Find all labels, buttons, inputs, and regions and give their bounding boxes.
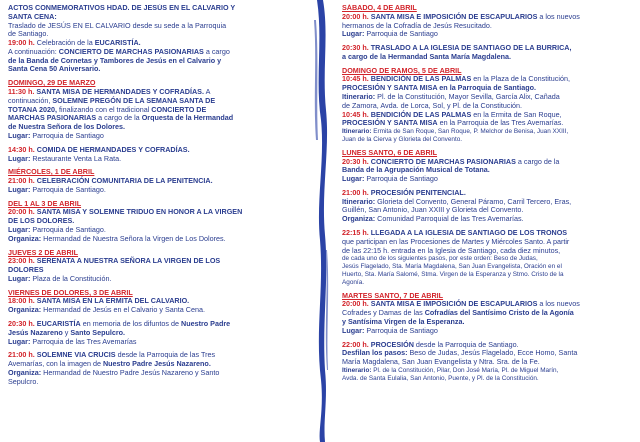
event-title: BENDICIÓN DE LAS PALMAS <box>368 109 472 119</box>
event-time: 23:00 h. <box>8 256 35 266</box>
location-label: Lugar: <box>342 174 365 184</box>
itinerary-line <box>342 128 634 136</box>
text-line: de la Banda de Cornetas y Tambores de Jesús en el Calvario y <box>8 55 222 65</box>
text-fragment: a los nuevos <box>537 299 580 309</box>
location-value: Parroquia de Santiago <box>30 130 104 140</box>
text-line: Banda de la Agrupación Musical de Totana. <box>342 165 490 175</box>
location-label: Lugar: <box>8 224 31 234</box>
text-line <box>342 119 634 128</box>
location-value: Parroquia de Santiago. <box>30 184 106 194</box>
event-title: CONCIERTO DE MARCHAS PASIONARIAS <box>368 156 516 166</box>
event-block-via-crucis <box>8 351 299 386</box>
text-line: Agonía. <box>342 278 365 286</box>
text-fragment: A continuación: <box>8 46 59 56</box>
event-block-comida <box>8 146 299 164</box>
itinerary-line <box>342 367 634 375</box>
itinerary-value: Pl. de la Constitución, Mayor Sevilla, García Alix, Cañada <box>375 92 560 102</box>
event-time: 21:00 h. <box>342 187 369 197</box>
event-time: 20:30 h. <box>8 319 35 328</box>
location-line <box>8 155 299 164</box>
event-time: 10:45 h. <box>342 109 369 119</box>
event-title: PROCESIÓN Y SANTA MISA <box>342 118 438 128</box>
itinerary-label: Itinerario: <box>342 366 372 374</box>
location-line <box>342 327 634 336</box>
text-line: María Magdalena, San Juan Evangelista y Ntra. Sra. de la Fe. <box>342 357 540 367</box>
text-line: DE LOS DOLORES. <box>8 216 75 226</box>
text-fragment: finalizando con el tradicional <box>57 104 152 114</box>
text-line: DOLORES <box>8 265 44 275</box>
text-line: PROCESIÓN Y SANTA MISA en la Parroquia de Santiago. <box>342 83 536 93</box>
itinerary-label: Itinerario: <box>342 196 376 206</box>
location-value: Parroquia de Santiago <box>364 325 438 335</box>
location-value: Plaza de la Constitución. <box>30 273 112 283</box>
text-fragment: A <box>203 87 211 97</box>
event-time: 18:00 h. <box>8 296 35 306</box>
location-value: Restaurante Venta La Rata. <box>30 153 122 163</box>
location-value: Parroquia de Santiago <box>364 29 438 39</box>
text-fragment: a cargo de la <box>96 113 142 123</box>
text-fragment: Avemarías, con la imagen de <box>8 359 103 369</box>
text-fragment: en la Plaza de la Constitución, <box>471 74 570 84</box>
event-block-domingo-29 <box>8 79 299 140</box>
event-title: SANTA MISA EN LA ERMITA DEL CALVARIO. <box>34 296 190 306</box>
text-fragment: y <box>62 327 71 337</box>
text-line: Santa Cena 50 Aniversario. <box>8 64 101 74</box>
event-title: CELEBRACIÓN COMUNITARIA DE LA PENITENCIA. <box>34 176 213 186</box>
event-block-jueves-2 <box>8 249 299 284</box>
location-label: Lugar: <box>8 184 31 194</box>
text-fragment: desde la Parroquia de las Tres <box>115 350 216 360</box>
event-time: 19:00 h. <box>8 38 35 48</box>
event-title: CONCIERTO DE MARCHAS PASIONARIAS <box>58 46 204 56</box>
event-time: 20:30 h. <box>342 156 369 166</box>
event-title: Santo Sepulcro. <box>70 327 126 337</box>
organizer-line <box>8 306 299 315</box>
event-block-sabado-4 <box>342 4 634 39</box>
text-line: y Santísima Virgen de la Esperanza. <box>342 316 465 326</box>
event-title: Cofradías del Santísimo Cristo de la Agonía <box>424 308 574 318</box>
pasos-label: Desfilan los pasos: <box>342 348 408 358</box>
event-title: TOTANA 2020, <box>8 104 57 114</box>
event-title: CONCIERTO DE <box>151 104 207 114</box>
event-block-miercoles-1 <box>8 168 299 194</box>
date-heading: DEL 1 AL 3 DE ABRIL <box>8 198 82 208</box>
location-label: Lugar: <box>342 325 365 335</box>
text-fragment: desde la Parroquia de Santiago. <box>413 339 519 349</box>
text-fragment: a cargo <box>203 46 230 56</box>
event-time: 21:00 h. <box>8 350 35 360</box>
event-title: Orquesta de la Hermandad <box>141 113 234 123</box>
event-block-procesion-martes <box>342 341 634 383</box>
event-title: SANTA MISA DE HERMANDADES Y COFRADÍAS. <box>34 87 204 97</box>
event-block-martes-santo <box>342 292 634 336</box>
event-time: 20:00 h. <box>342 11 369 21</box>
event-title: PROCESIÓN <box>368 339 414 349</box>
location-label: Lugar: <box>8 130 31 140</box>
event-title: BENDICIÓN DE LAS PALMAS <box>368 74 472 84</box>
event-title: PROCESIÓN PENITENCIAL. <box>368 187 466 197</box>
event-block-calvario <box>8 4 299 74</box>
left-column <box>8 4 299 438</box>
date-heading: LUNES SANTO, 6 DE ABRIL <box>342 147 438 157</box>
date-heading: DOMINGO DE RAMOS, 5 DE ABRIL <box>342 65 462 75</box>
event-title: SERENATA A NUESTRA SEÑORA LA VIRGEN DE LOS <box>34 256 221 266</box>
organizer-label: Organiza: <box>8 367 42 377</box>
event-title: EUCARISTÍA. <box>94 38 141 48</box>
itinerary-value: Ermita de San Roque, San Roque, P. Melchor de Benisa, Juan XXIII, <box>371 128 569 136</box>
event-block-procesion-penitencial <box>342 189 634 224</box>
date-heading: DOMINGO, 29 DE MARZO <box>8 78 96 88</box>
text-line: hermanos de la Cofradía de Jesús Resucitado. <box>342 20 492 30</box>
organizer-value: Hermandad de Nuestra Señora la Virgen de Los Dolores. <box>41 233 226 243</box>
itinerary-label: Itinerario: <box>342 92 376 102</box>
text-fragment: a cargo de la <box>515 156 560 166</box>
organizer-label: Organiza: <box>342 214 376 224</box>
event-time: 21:00 h. <box>8 176 35 186</box>
text-fragment: Cofrades y Damas de las <box>342 308 425 318</box>
section-heading-cont: SANTA CENA: <box>8 11 57 21</box>
location-line <box>8 338 299 347</box>
location-value: Parroquia de Santiago <box>364 174 438 184</box>
itinerary-value: Pl. de la Constitución, Pilar, Don José María, Pl. de Miguel Marín, <box>371 366 559 374</box>
date-heading: JUEVES 2 DE ABRIL <box>8 247 79 257</box>
organizer-line <box>8 235 299 244</box>
event-title: COMIDA DE HERMANDADES Y COFRADÍAS. <box>34 144 190 154</box>
text-fragment: Celebración de la <box>34 38 95 48</box>
event-block-triduo <box>8 200 299 244</box>
text-line: Jesús Flagelado, Sta. María Magdalena, San Juan Evangelista, Oración en el <box>342 263 562 271</box>
location-line <box>342 175 634 184</box>
location-label: Lugar: <box>342 29 365 39</box>
itinerary-value: Glorieta del Convento, General Páramo, Carril Tercero, Eras, <box>375 196 572 206</box>
text-fragment: en la Parroquia de las Tres Avemarías. <box>437 118 564 128</box>
date-heading: MIÉRCOLES, 1 DE ABRIL <box>8 167 95 177</box>
text-line: de Santiago. <box>8 29 49 39</box>
event-title: SANTA MISA Y SOLEMNE TRIDUO EN HONOR A LA VIRGEN <box>34 207 243 217</box>
location-label: Lugar: <box>8 336 31 346</box>
text-line: de Zamora, Avda. de Lorca, Sol, y Pl. de la Constitución. <box>342 100 523 110</box>
text-line <box>8 257 299 266</box>
text-line: de las 22:15 h. entrada en la Iglesia de Santiago, cada diez minutos, <box>342 245 561 255</box>
event-block-burrica <box>342 44 634 62</box>
organizer-label: Organiza: <box>8 305 42 315</box>
date-heading: SÁBADO, 4 DE ABRIL <box>342 4 417 12</box>
date-heading: MARTES SANTO, 7 DE ABRIL <box>342 290 444 300</box>
location-value: Parroquia de las Tres Avemarías <box>30 336 137 346</box>
text-fragment: continuación, <box>8 95 53 105</box>
brush-divider <box>309 0 331 442</box>
event-title: EUCARISTÍA <box>34 319 81 328</box>
event-block-viernes-dolores <box>8 289 299 315</box>
text-line: Avda. de Santa Eulalia, San Antonio, Puente, y Pl. de la Constitución. <box>342 374 539 382</box>
text-fragment: en la Ermita de San Roque, <box>471 109 562 119</box>
text-line: Sepulcro. <box>8 376 39 386</box>
text-line: de Nuestra Señora de los Dolores. <box>8 122 126 132</box>
date-heading: VIERNES DE DOLORES, 3 DE ABRIL <box>8 287 133 297</box>
location-label: Lugar: <box>8 273 31 283</box>
location-line <box>8 186 299 195</box>
event-title: SOLEMNE VIA CRUCIS <box>34 350 116 360</box>
text-line: Juan de la Cierva y Glorieta del Convento. <box>342 135 463 143</box>
section-heading: ACTOS CONMEMORATIVOS HDAD. DE JESÚS EN EL CALVARIO Y <box>8 4 236 12</box>
organizer-value: Hermandad de Nuestro Padre Jesús Nazareno y Santo <box>41 367 220 377</box>
text-line: Guillén, San Antonio, Juan XXIII y Glorieta del Convento. <box>342 205 524 215</box>
event-time: 20:00 h. <box>8 207 35 217</box>
text-fragment: a los nuevos <box>537 11 580 21</box>
location-line <box>8 132 299 141</box>
right-column <box>342 4 634 438</box>
event-time: 22:15 h. <box>342 228 369 238</box>
event-title: SOLEMNE PREGÓN DE LA SEMANA SANTA DE <box>52 95 216 105</box>
event-time: 20:00 h. <box>342 299 369 309</box>
event-title: TRASLADO A LA IGLESIA DE SANTIAGO DE LA BURRICA, <box>368 43 572 53</box>
organizer-line <box>8 369 299 378</box>
event-block-eucaristia <box>8 320 299 346</box>
text-fragment: en memoria de los difuntos de <box>80 319 181 328</box>
organizer-value: Hermandad de Jesús en el Calvario y Santa Cena. <box>41 305 205 315</box>
event-title: Nuestro Padre Jesús Nazareno. <box>102 359 211 369</box>
organizer-label: Organiza: <box>8 233 42 243</box>
event-block-lunes-santo <box>342 149 634 184</box>
event-time: 10:45 h. <box>342 74 369 84</box>
event-time: 14:30 h. <box>8 144 35 154</box>
event-title: SANTA MISA E IMPOSICIÓN DE ESCAPULARIOS <box>368 299 538 309</box>
organizer-line <box>342 215 634 224</box>
event-time: 22:00 h. <box>342 339 369 349</box>
text-line: a cargo de la Hermandad Santa María Magdalena. <box>342 51 511 61</box>
event-title: Jesús Nazareno <box>8 327 63 337</box>
event-title: Nuestro Padre <box>181 319 231 328</box>
pasos-value: Beso de Judas, Jesús Flagelado, Ecce Homo, Santa <box>407 348 578 358</box>
event-title: MARCHAS PASIONARIAS <box>8 113 97 123</box>
event-block-llegada-tronos <box>342 229 634 287</box>
itinerary-label: Itinerario: <box>342 128 372 136</box>
location-line <box>342 30 634 39</box>
location-value: Parroquia de Santiago. <box>30 224 106 234</box>
text-line: Huerto, Sta. María Salomé, Stma. Virgen de la Esperanza y Stmo. Cristo de la <box>342 271 564 278</box>
text-line: que participan en las Procesiones de Martes y Miércoles Santo. A partir <box>342 236 570 246</box>
event-time: 20:30 h. <box>342 43 369 53</box>
event-title: SANTA MISA E IMPOSICIÓN DE ESCAPULARIOS <box>368 11 538 21</box>
organizer-value: Comunidad Parroquial de las Tres Avemarías. <box>375 214 524 224</box>
event-block-domingo-ramos <box>342 67 634 144</box>
event-title: LLEGADA A LA IGLESIA DE SANTIAGO DE LOS TRONOS <box>368 228 568 238</box>
location-label: Lugar: <box>8 153 31 163</box>
location-line <box>8 275 299 284</box>
text-line: de cada uno de los siguientes pasos, por este orden: Beso de Judas, <box>342 255 538 263</box>
text-line: Traslado de JESÚS EN EL CALVARIO desde su sede a la Parroquia <box>8 20 227 30</box>
event-time: 11:30 h. <box>8 87 35 97</box>
